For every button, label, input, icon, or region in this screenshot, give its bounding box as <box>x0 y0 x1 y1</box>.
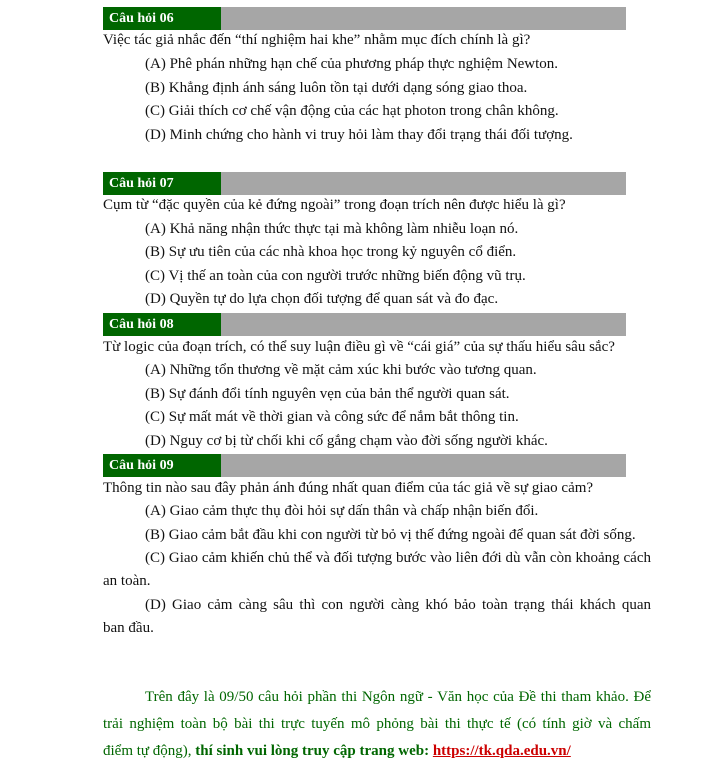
option-a: (A) Khả năng nhận thức thực tại mà không làm nhiễu loạn nó. <box>145 221 519 237</box>
footer-line-3 <box>103 743 651 760</box>
option-c: (C) Giao cảm khiến chủ thể và đối tượng bước vào liên đới dù vẫn còn khoảng cách <box>145 550 651 566</box>
question-stem: Từ logic của đoạn trích, có thể suy luận điều gì về “cái giá” của sự thấu hiểu sâu sắc? <box>103 339 615 355</box>
website-link[interactable]: https://tk.qda.edu.vn/ <box>432 743 571 759</box>
question-label: Câu hỏi 06 <box>103 7 221 30</box>
footer-text: điểm tự động), <box>103 743 196 759</box>
option-b: (B) Sự đánh đổi tính nguyên vẹn của bản thể người quan sát. <box>145 386 510 402</box>
header-bar <box>221 454 626 477</box>
option-d-continued: ban đầu. <box>103 620 154 636</box>
option-d: (D) Nguy cơ bị từ chối khi cố gắng chạm vào đời sống người khác. <box>145 433 548 449</box>
option-b: (B) Khẳng định ánh sáng luôn tồn tại dưới dạng sóng giao thoa. <box>145 80 528 96</box>
question-header-07 <box>103 172 626 195</box>
option-a: (A) Giao cảm thực thụ đòi hỏi sự dấn thân và chấp nhận biến đổi. <box>145 503 539 519</box>
option-b: (B) Giao cảm bắt đầu khi con người từ bỏ vị thế đứng ngoài để quan sát đời sống. <box>145 527 636 543</box>
question-stem: Cụm từ “đặc quyền của kẻ đứng ngoài” trong đoạn trích nên được hiểu là gì? <box>103 197 566 213</box>
header-bar <box>221 313 626 336</box>
option-a: (A) Những tổn thương về mặt cảm xúc khi bước vào tương quan. <box>145 362 537 378</box>
question-header-06 <box>103 7 626 30</box>
question-stem: Việc tác giả nhắc đến “thí nghiệm hai khe” nhằm mục đích chính là gì? <box>103 32 531 48</box>
footer-bold-text: thí sinh vui lòng truy cập trang web: <box>195 743 433 759</box>
option-a: (A) Phê phán những hạn chế của phương pháp thực nghiệm Newton. <box>145 56 559 72</box>
option-d: (D) Giao cảm càng sâu thì con người càng khó bảo toàn trạng thái khách quan <box>145 597 651 613</box>
option-c-continued: an toàn. <box>103 573 151 589</box>
option-b: (B) Sự ưu tiên của các nhà khoa học trong kỷ nguyên cổ điển. <box>145 244 517 260</box>
header-bar <box>221 7 626 30</box>
option-c: (C) Giải thích cơ chế vận động của các hạt photon trong chân không. <box>145 103 559 119</box>
question-header-09 <box>103 454 626 477</box>
option-d: (D) Minh chứng cho hành vi truy hỏi làm thay đổi trạng thái đối tượng. <box>145 127 573 143</box>
option-c: (C) Sự mất mát về thời gian và công sức để nắm bắt thông tin. <box>145 409 519 425</box>
question-header-08 <box>103 313 626 336</box>
question-stem: Thông tin nào sau đây phản ánh đúng nhất quan điểm của tác giả về sự giao cảm? <box>103 480 594 496</box>
question-label: Câu hỏi 07 <box>103 172 221 195</box>
option-d: (D) Quyền tự do lựa chọn đối tượng để quan sát và đo đạc. <box>145 291 499 307</box>
footer-line-2: trải nghiệm toàn bộ bài thi trực tuyến mô phỏng bài thi thực tế (có tính giờ và chấm <box>103 716 651 732</box>
question-label: Câu hỏi 08 <box>103 313 221 336</box>
header-bar <box>221 172 626 195</box>
question-label: Câu hỏi 09 <box>103 454 221 477</box>
footer-line-1: Trên đây là 09/50 câu hỏi phần thi Ngôn ngữ - Văn học của Đề thi tham khảo. Để <box>145 689 651 705</box>
option-c: (C) Vị thế an toàn của con người trước những biến động vũ trụ. <box>145 268 526 284</box>
